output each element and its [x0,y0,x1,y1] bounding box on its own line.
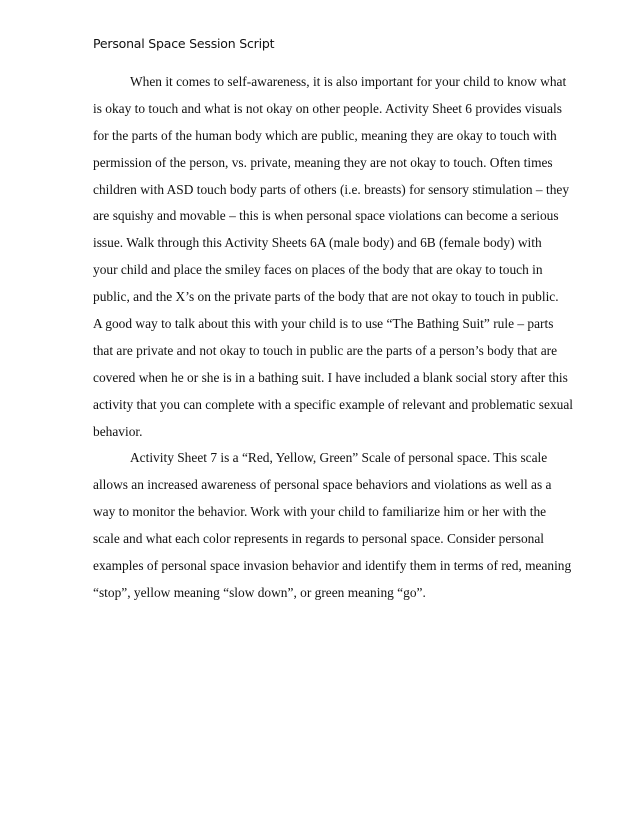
text-line: allows an increased awareness of personal space behaviors and violations as well as a [93,477,552,493]
body-text [93,69,574,607]
text-line: A good way to talk about this with your child is to use “The Bathing Suit” rule – parts [93,316,554,332]
text-line: is okay to touch and what is not okay on other people. Activity Sheet 6 provides visuals [93,100,562,116]
text-line: that are private and not okay to touch in public are the parts of a person’s body that are [93,342,558,358]
text-line: scale and what each color represents in regards to personal space. Consider personal [93,531,545,547]
text-line: your child and place the smiley faces on places of the body that are okay to touch in [93,262,543,278]
text-line: for the parts of the human body which are public, meaning they are okay to touch with [93,127,557,143]
text-line: way to monitor the behavior. Work with your child to familiarize him or her with the [93,504,547,520]
text-line: covered when he or she is in a bathing suit. I have included a blank social story after this [93,369,568,385]
text-line: issue. Walk through this Activity Sheets 6A (male body) and 6B (female body) with [93,235,542,251]
text-line: children with ASD touch body parts of others (i.e. breasts) for sensory stimulation – they [93,181,570,197]
paragraph-2 [93,445,572,606]
text-line: When it comes to self-awareness, it is also important for your child to know what [130,74,567,89]
text-line: Activity Sheet 7 is a “Red, Yellow, Green” Scale of personal space. This scale [130,450,548,466]
text-line: examples of personal space invasion behavior and identify them in terms of red, meaning [93,558,572,574]
text-line: permission of the person, vs. private, meaning they are not okay to touch. Often times [93,154,553,170]
paragraph-1 [93,69,574,445]
text-line: are squishy and movable – this is when personal space violations can become a serious [93,208,559,224]
text-line: activity that you can complete with a specific example of relevant and problematic sexual [93,396,574,412]
text-line: public, and the X’s on the private parts of the body that are not okay to touch in public. [93,289,559,305]
page-header: Personal Space Session Script [93,36,275,51]
text-line: behavior. [93,423,143,439]
text-line: “stop”, yellow meaning “slow down”, or green meaning “go”. [93,584,426,600]
